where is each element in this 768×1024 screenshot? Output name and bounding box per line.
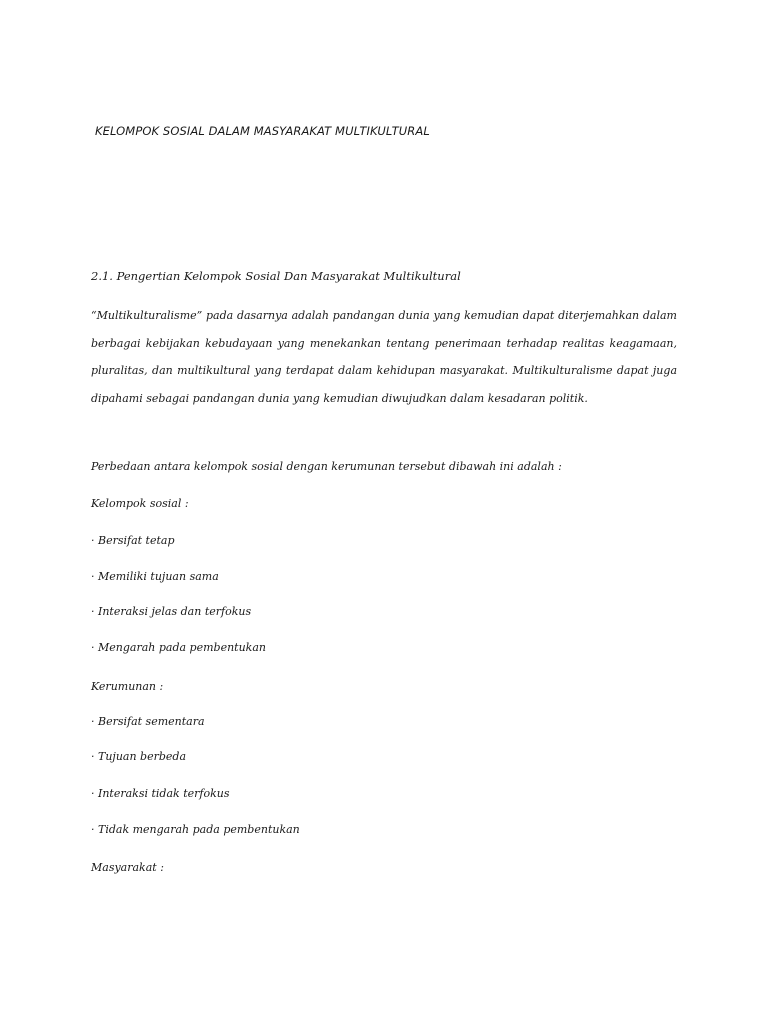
definition-paragraph: “Multikulturalisme” pada dasarnya adalah pandangan dunia yang kemudian dapat diterjemahkan dalam berbagai kebijakan kebudayaan yang menekankan tentang penerimaan terhadap realitas keagamaan, pluralitas, dan multikultural yang terdapat dalam kehidupan masyarakat. Multikulturalisme dapat juga dipahami sebagai pandangan dunia yang kemudian diwujudkan dalam kesadaran politik. xyxy=(91,309,677,405)
list-item: · Interaksi jelas dan terfokus xyxy=(91,605,252,618)
list-item: · Tujuan berbeda xyxy=(91,750,187,763)
document-title: KELOMPOK SOSIAL DALAM MASYARAKAT MULTIKULTURAL xyxy=(95,124,430,138)
kerumunan-label: Kerumunan : xyxy=(91,680,164,693)
section-heading: 2.1. Pengertian Kelompok Sosial Dan Masyarakat Multikultural xyxy=(91,269,461,283)
list-item: · Memiliki tujuan sama xyxy=(91,570,219,583)
list-item: · Interaksi tidak terfokus xyxy=(91,787,230,800)
list-item: · Tidak mengarah pada pembentukan xyxy=(91,823,300,836)
list-item: · Bersifat sementara xyxy=(91,715,205,728)
intro-line: Perbedaan antara kelompok sosial dengan kerumunan tersebut dibawah ini adalah : xyxy=(91,460,562,473)
masyarakat-label: Masyarakat : xyxy=(91,861,164,874)
list-item: · Mengarah pada pembentukan xyxy=(91,641,266,654)
list-item: · Bersifat tetap xyxy=(91,534,175,547)
kelompok-sosial-label: Kelompok sosial : xyxy=(91,497,189,510)
